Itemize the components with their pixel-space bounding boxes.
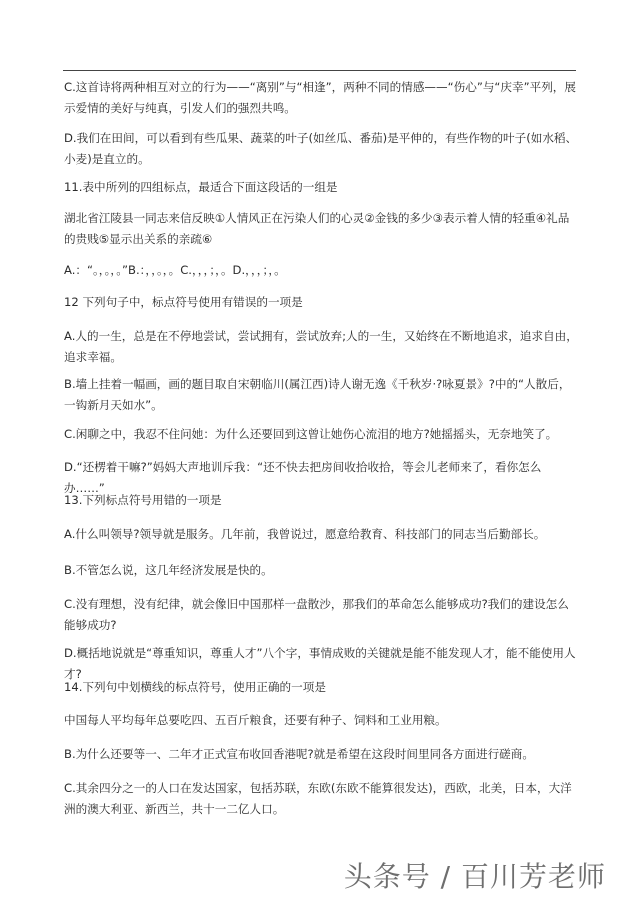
question-12-option-a: A.人的一生，总是在不停地尝试，尝试拥有，尝试放弃;人的一生，又始终在不断地追求，追求自由，追求幸福。 bbox=[64, 329, 578, 364]
question-14-option-b: B.为什么还要等一、二年才正式宣布收回香港呢?就是希望在这段时间里同各方面进行磋商。 bbox=[64, 747, 534, 761]
question-14-option-a: 中国每人平均每年总要吃四、五百斤粮食，还要有种子、饲料和工业用粮。 bbox=[64, 713, 447, 727]
question-13-option-b: B.不管怎么说，这几年经济发展是快的。 bbox=[64, 563, 273, 577]
question-13-option-d: D.概括地说就是“尊重知识，尊重人才”八个字，事情成败的关键就是能不能发现人才，能不能使用人才? bbox=[64, 646, 576, 681]
question-13-option-a: A.什么叫领导?领导就是服务。几年前，我曾说过，愿意给教育、科技部门的同志当后勤部长。 bbox=[64, 527, 546, 541]
paragraph-option-c-poem: C.这首诗将两种相互对立的行为——“离别”与“相逢”，两种不同的情感——“伤心”与“庆幸”平列，展示爱情的美好与纯真，引发人们的强烈共鸣。 bbox=[64, 80, 576, 115]
question-12-option-c: C.闲聊之中，我忍不住问她：为什么还要回到这曾让她伤心流泪的地方?她摇摇头，无奈地笑了。 bbox=[64, 427, 558, 441]
question-14-title: 14.下列句中划横线的标点符号，使用正确的一项是 bbox=[64, 680, 326, 694]
top-divider bbox=[63, 70, 576, 71]
question-14-option-c: C.其余四分之一的人口在发达国家，包括苏联，东欧(东欧不能算很发达)，西欧，北美，日本，大洋洲的澳大利亚、新西兰，共十一二亿人口。 bbox=[64, 781, 572, 816]
question-13-title: 13.下列标点符号用错的一项是 bbox=[64, 493, 222, 507]
watermark: 头条号 / 百川芳老师 bbox=[343, 860, 606, 893]
question-11-options: A.：“。，。，。”B.：，，。，。C.，，，；，。D.，，，；，。 bbox=[64, 263, 286, 277]
question-13-option-c: C.没有理想，没有纪律，就会像旧中国那样一盘散沙，那我们的革命怎么能够成功?我们的建设怎么能够成功? bbox=[64, 597, 569, 632]
question-12-option-d: D.“还楞着干嘛?”妈妈大声地训斥我：“还不快去把房间收拾收拾，等会儿老师来了，看你怎么办……” bbox=[64, 460, 542, 495]
question-12-title: 12 下列句子中，标点符号使用有错误的一项是 bbox=[64, 295, 303, 309]
question-11-passage: 湖北省江陵县一同志来信反映①人情风正在污染人们的心灵②金钱的多少③表示着人情的轻重④礼品的贵贱⑤显示出关系的亲疏⑥ bbox=[64, 211, 570, 246]
paragraph-option-d-leaves: D.我们在田间，可以看到有些瓜果、蔬菜的叶子(如丝瓜、番茄)是平伸的，有些作物的叶子(如水稻、小麦)是直立的。 bbox=[64, 131, 578, 166]
question-11-title: 11.表中所列的四组标点，最适合下面这段话的一组是 bbox=[64, 180, 338, 194]
question-12-option-b: B.墙上挂着一幅画，画的题目取自宋朝临川(属江西)诗人谢无逸《千秋岁·?咏夏景》?中的“人散后，一钩新月天如水”。 bbox=[64, 377, 571, 412]
